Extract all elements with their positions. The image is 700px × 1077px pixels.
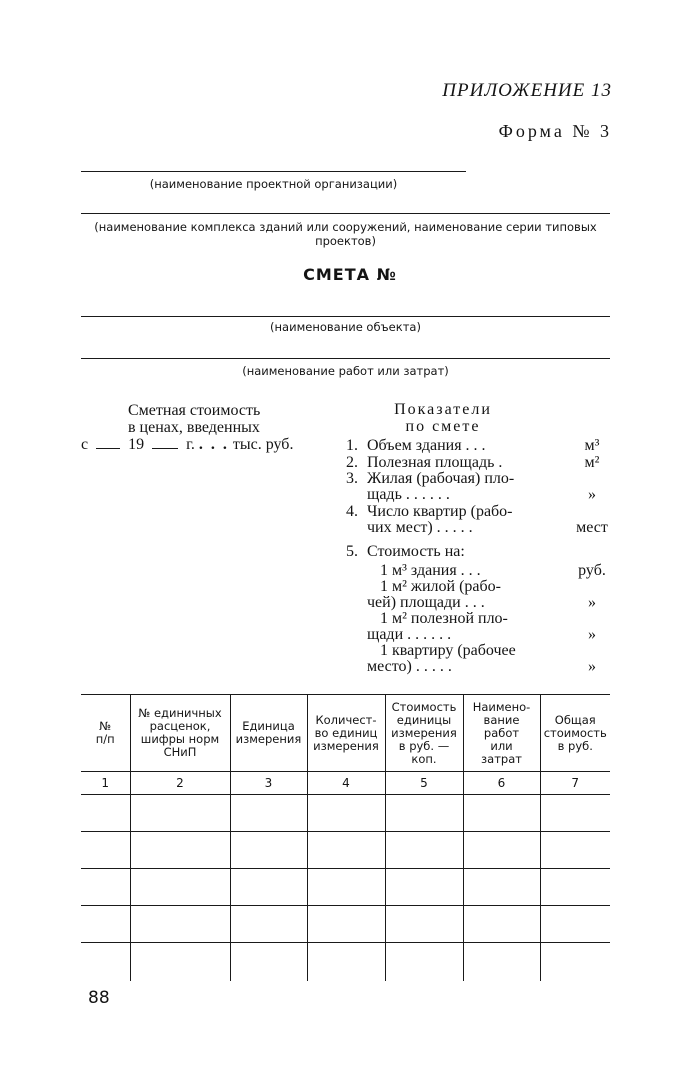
indicators-heading [368, 401, 518, 435]
col-number: 7 [540, 772, 610, 795]
table-cell [385, 943, 463, 982]
indicator-text: Стоимость на: [367, 543, 465, 560]
indicator-sub-unit: » [588, 658, 596, 675]
table-cell [540, 869, 610, 906]
col-header-quantity: Количест- во единиц измерения [307, 695, 385, 772]
table-cell [540, 906, 610, 943]
col-number: 1 [81, 772, 130, 795]
table-row [81, 906, 610, 943]
works-line [81, 358, 610, 359]
indicator-sub-text: 1 м³ здания . . . [380, 562, 481, 579]
table-cell [540, 795, 610, 832]
indicator-unit: » [588, 486, 596, 503]
indicator-unit: м² [584, 454, 600, 471]
table-row [81, 795, 610, 832]
col-header-unit-cost: Стоимость единицы измерения в руб. — коп. [385, 695, 463, 772]
col-header-total-cost: Общая стоимость в руб. [540, 695, 610, 772]
table-cell [81, 795, 130, 832]
appendix-label: ПРИЛОЖЕНИЕ 13 [442, 80, 612, 101]
indicator-text: чих мест) . . . . . [367, 519, 473, 536]
indicator-sub-text: щади . . . . . . [367, 626, 452, 643]
indicator-unit: мест [576, 519, 608, 536]
indicator-sub-text: чей) площади . . . [367, 594, 485, 611]
table-column-numbers [81, 772, 610, 795]
col-number: 5 [385, 772, 463, 795]
form-number: Форма № 3 [498, 121, 612, 141]
cost-year: 19 [128, 436, 145, 453]
indicator-number: 2. [346, 454, 358, 471]
table-row [81, 869, 610, 906]
table-cell [130, 795, 230, 832]
cost-line1: Сметная стоимость [128, 402, 261, 419]
table-cell [81, 832, 130, 869]
col-number: 6 [463, 772, 540, 795]
table-cell [130, 943, 230, 982]
table-cell [463, 832, 540, 869]
object-caption: (наименование объекта) [270, 320, 421, 334]
table-cell [385, 906, 463, 943]
indicator-item [346, 544, 612, 561]
table-cell [81, 906, 130, 943]
table-cell [385, 869, 463, 906]
indicator-sub-text: 1 квартиру (рабочее [380, 642, 516, 659]
table-cell [130, 832, 230, 869]
table-cell [540, 943, 610, 982]
complex-caption [81, 220, 610, 248]
indicator-sub-item [360, 579, 612, 613]
col-header-row-number: № п/п [81, 695, 130, 772]
indicator-number: 3. [346, 470, 358, 487]
object-line [81, 316, 610, 317]
table-cell [230, 869, 307, 906]
complex-caption-line1: (наименование комплекса зданий или сооружений, наименование серии типовых [94, 220, 597, 234]
works-caption: (наименование работ или затрат) [242, 364, 449, 378]
table-cell [385, 795, 463, 832]
cost-line2: в ценах, введенных [128, 419, 260, 436]
indicator-number: 5. [346, 543, 358, 560]
indicator-item [346, 504, 612, 538]
table-cell [230, 943, 307, 982]
cost-unit: тыс. руб. [232, 436, 294, 453]
table-cell [81, 869, 130, 906]
indicator-sub-unit: » [588, 626, 596, 643]
cost-fill-dots: . . . [198, 436, 229, 453]
table-cell [307, 832, 385, 869]
col-header-unit: Единица измерения [230, 695, 307, 772]
table-cell [307, 795, 385, 832]
indicator-sub-text: 1 м² жилой (рабо- [380, 578, 501, 595]
table-row [81, 943, 610, 982]
indicator-item [346, 438, 612, 455]
indicator-sub-text: 1 м² полезной пло- [380, 610, 508, 627]
table-cell [307, 943, 385, 982]
cost-prefix: с [81, 436, 89, 453]
indicator-text: Объем здания . . . [367, 437, 486, 454]
table-cell [81, 943, 130, 982]
estimate-title: СМЕТА № [303, 265, 397, 284]
table-cell [130, 869, 230, 906]
table-header-row [81, 695, 610, 772]
complex-caption-line2: проектов) [315, 234, 376, 248]
page-number: 88 [88, 988, 110, 1008]
table-cell [463, 943, 540, 982]
indicator-item [346, 471, 612, 505]
indicator-number: 4. [346, 503, 358, 520]
col-number: 3 [230, 772, 307, 795]
table-cell [130, 906, 230, 943]
table-cell [307, 869, 385, 906]
indicator-sub-item [360, 643, 612, 677]
indicator-text: Число квартир (рабо- [367, 503, 513, 520]
col-number: 4 [307, 772, 385, 795]
table-cell [385, 832, 463, 869]
indicator-unit: м³ [584, 437, 600, 454]
cost-year-suffix: г. [186, 436, 195, 453]
table-cell [540, 832, 610, 869]
indicator-sub-unit: » [588, 594, 596, 611]
estimate-table [81, 694, 610, 981]
col-number: 2 [130, 772, 230, 795]
indicator-sub-text: место) . . . . . [367, 658, 452, 675]
indicator-sub-item [360, 611, 612, 645]
complex-line [81, 213, 610, 214]
col-header-rate-codes: № единичных расценок, шифры норм СНиП [130, 695, 230, 772]
indicators-heading-line2: по смете [405, 418, 481, 435]
design-org-line [81, 171, 466, 172]
table-cell [463, 869, 540, 906]
table-cell [307, 906, 385, 943]
table-row [81, 832, 610, 869]
indicator-text: Жилая (рабочая) пло- [367, 470, 515, 487]
col-header-work-name: Наимено- вание работ или затрат [463, 695, 540, 772]
design-org-caption: (наименование проектной организации) [149, 177, 398, 191]
indicators-heading-line1: Показатели [394, 401, 492, 418]
indicator-number: 1. [346, 437, 358, 454]
indicator-sub-unit: руб. [578, 562, 606, 579]
cost-line3 [81, 436, 293, 453]
table-cell [463, 906, 540, 943]
indicator-text: щадь . . . . . . [367, 486, 450, 503]
table-cell [230, 832, 307, 869]
table-cell [463, 795, 540, 832]
table-cell [230, 795, 307, 832]
indicator-text: Полезная площадь . [367, 454, 503, 471]
table-cell [230, 906, 307, 943]
